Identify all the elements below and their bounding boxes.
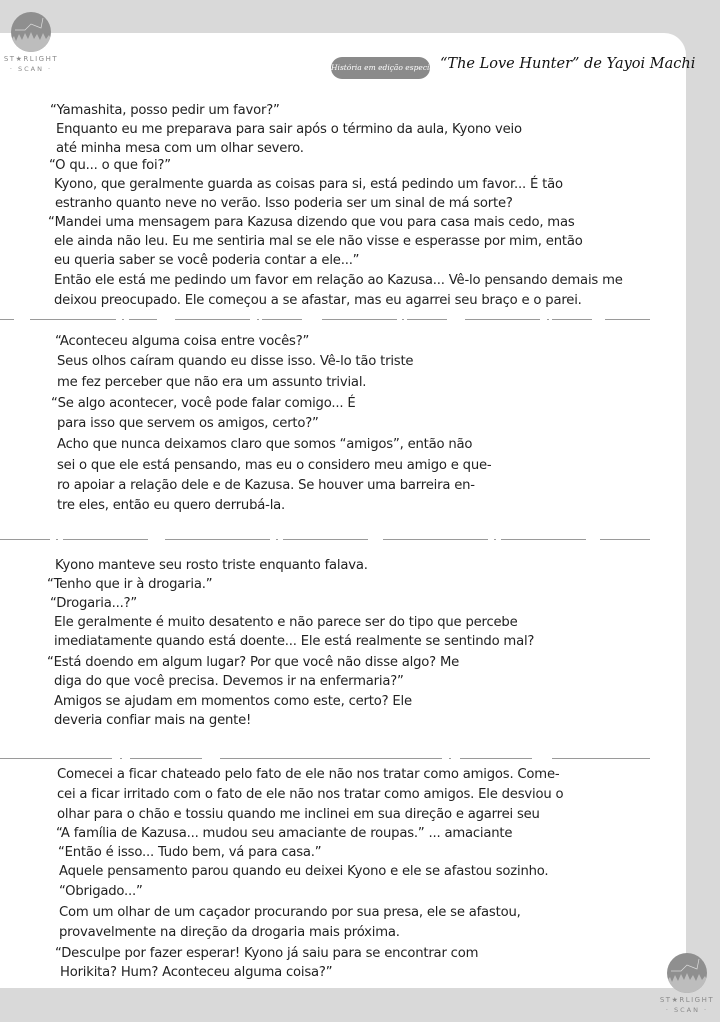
section-divider bbox=[0, 319, 650, 321]
text-line: eu queria saber se você poderia contar a ele...” bbox=[54, 253, 360, 268]
text-line: “Yamashita, posso pedir um favor?” bbox=[50, 103, 280, 118]
text-line: Ele geralmente é muito desatento e não parece ser do tipo que percebe bbox=[54, 615, 518, 630]
starlight-scan-logo-top bbox=[1, 12, 61, 73]
text-line: deveria confiar mais na gente! bbox=[54, 713, 252, 728]
text-line: Então ele está me pedindo um favor em relação ao Kazusa... Vê-lo pensando demais me bbox=[54, 273, 623, 288]
text-line: Enquanto eu me preparava para sair após o término da aula, Kyono veio bbox=[56, 122, 522, 137]
text-line: Seus olhos caíram quando eu disse isso. Vê-lo tão triste bbox=[57, 354, 414, 369]
text-line: imediatamente quando está doente... Ele está realmente se sentindo mal? bbox=[54, 634, 535, 649]
text-line: para isso que servem os amigos, certo?” bbox=[57, 416, 319, 431]
text-line: “Mandei uma mensagem para Kazusa dizendo que vou para casa mais cedo, mas bbox=[48, 215, 575, 230]
text-line: provavelmente na direção da drogaria mais próxima. bbox=[59, 925, 400, 940]
text-line: Horikita? Hum? Aconteceu alguma coisa?” bbox=[60, 965, 333, 980]
text-line: olhar para o chão e tossiu quando me inclinei em sua direção e agarrei seu bbox=[57, 807, 540, 822]
text-line: “Se algo acontecer, você pode falar comigo... É bbox=[51, 396, 356, 411]
special-edition-badge: História em edição especial bbox=[331, 57, 430, 79]
text-line: cei a ficar irritado com o fato de ele não nos tratar como amigos. Ele desviou o bbox=[57, 787, 564, 802]
section-divider bbox=[0, 758, 650, 760]
text-line: Comecei a ficar chateado pelo fato de ele não nos tratar como amigos. Come- bbox=[57, 767, 560, 782]
text-line: “O qu... o que foi?” bbox=[49, 158, 171, 173]
section-divider bbox=[0, 539, 650, 541]
logo-text-starlight: ST★RLIGHT bbox=[659, 996, 715, 1004]
text-line: “A família de Kazusa... mudou seu amaciante de roupas.” ... amaciante bbox=[56, 826, 513, 841]
forest-moon-icon bbox=[11, 12, 51, 52]
text-line: “Tenho que ir à drogaria.” bbox=[47, 577, 213, 592]
forest-moon-icon bbox=[667, 953, 707, 993]
logo-text-scan: · SCAN · bbox=[9, 65, 53, 73]
text-line: até minha mesa com um olhar severo. bbox=[56, 141, 304, 156]
logo-text-starlight: ST★RLIGHT bbox=[3, 55, 59, 63]
text-line: “Drogaria...?” bbox=[50, 596, 138, 611]
text-line: estranho quanto neve no verão. Isso poderia ser um sinal de má sorte? bbox=[55, 196, 513, 211]
logo-text-scan: · SCAN · bbox=[665, 1006, 709, 1014]
text-line: Kyono, que geralmente guarda as coisas para si, está pedindo um favor... É tão bbox=[54, 177, 563, 192]
text-line: Kyono manteve seu rosto triste enquanto falava. bbox=[55, 558, 368, 573]
text-line: “Então é isso... Tudo bem, vá para casa.” bbox=[58, 845, 322, 860]
text-line: deixou preocupado. Ele começou a se afastar, mas eu agarrei seu braço e o parei. bbox=[54, 293, 582, 308]
text-line: tre eles, então eu quero derrubá-la. bbox=[57, 498, 286, 513]
text-line: Com um olhar de um caçador procurando por sua presa, ele se afastou, bbox=[59, 905, 521, 920]
starlight-scan-logo-bottom bbox=[657, 953, 717, 1014]
text-line: “Aconteceu alguma coisa entre vocês?” bbox=[55, 334, 310, 349]
text-line: “Desculpe por fazer esperar! Kyono já saiu para se encontrar com bbox=[55, 946, 479, 961]
text-line: Aquele pensamento parou quando eu deixei Kyono e ele se afastou sozinho. bbox=[59, 864, 549, 879]
text-line: Amigos se ajudam em momentos como este, certo? Ele bbox=[54, 694, 412, 709]
text-line: me fez perceber que não era um assunto trivial. bbox=[57, 375, 367, 390]
text-line: Acho que nunca deixamos claro que somos “amigos”, então não bbox=[57, 437, 473, 452]
story-title: “The Love Hunter” de Yayoi Machi bbox=[440, 56, 696, 72]
text-line: ele ainda não leu. Eu me sentiria mal se ele não visse e esperasse por mim, então bbox=[54, 234, 583, 249]
text-line: diga do que você precisa. Devemos ir na enfermaria?” bbox=[54, 674, 404, 689]
text-line: ro apoiar a relação dele e de Kazusa. Se houver uma barreira en- bbox=[57, 478, 475, 493]
text-line: “Obrigado...” bbox=[59, 884, 143, 899]
text-line: “Está doendo em algum lugar? Por que você não disse algo? Me bbox=[47, 655, 460, 670]
text-line: sei o que ele está pensando, mas eu o considero meu amigo e que- bbox=[57, 458, 492, 473]
